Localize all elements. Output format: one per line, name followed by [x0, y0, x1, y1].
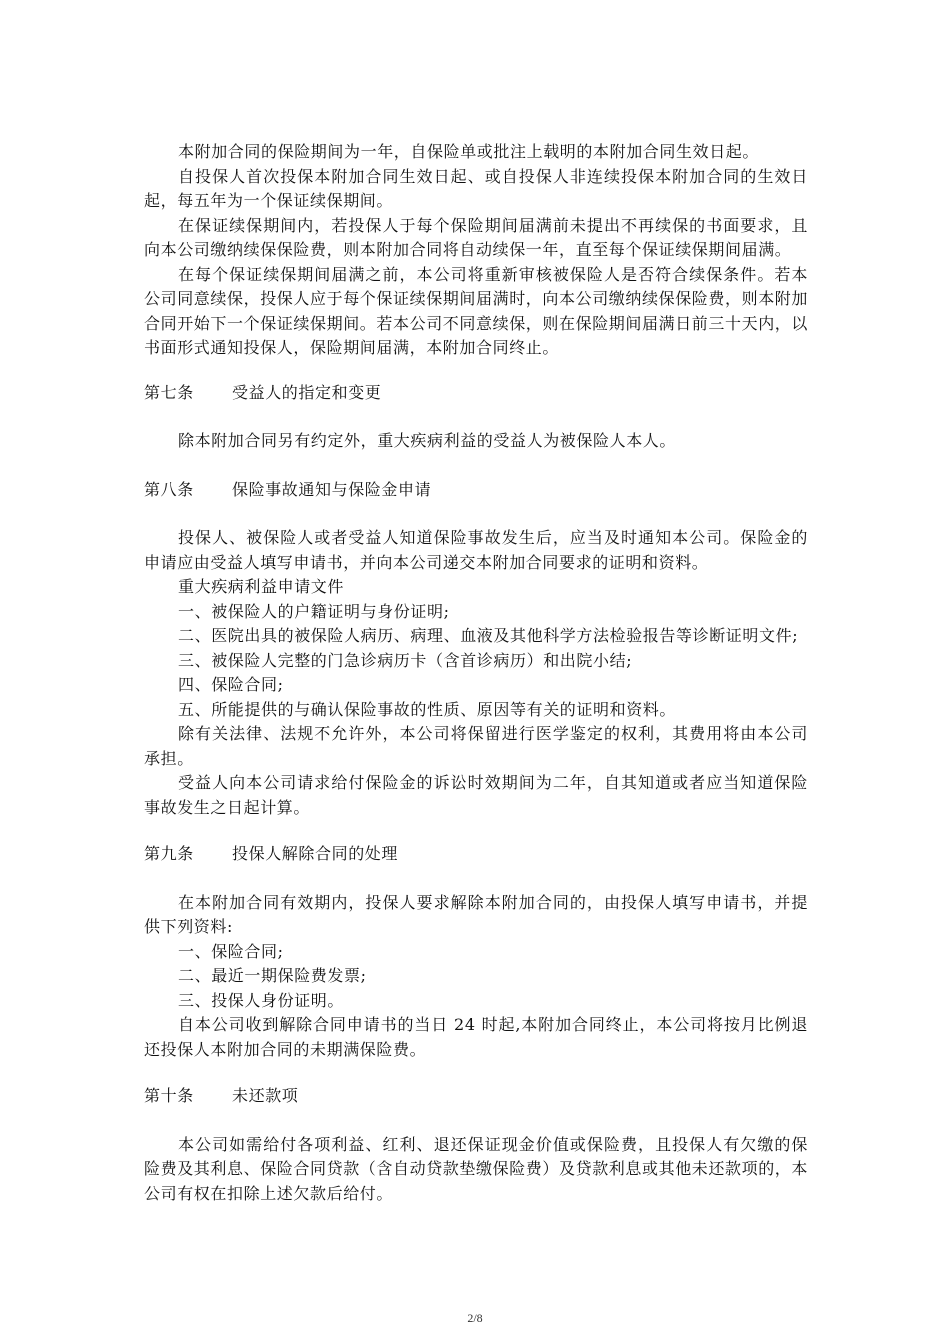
article-title: 受益人的指定和变更 [232, 382, 382, 402]
list-item: 二、医院出具的被保险人病历、病理、血液及其他科学方法检验报告等诊断证明文件; [178, 626, 799, 645]
list-item: 三、被保险人完整的门急诊病历卡（含首诊病历）和出院小结; [178, 650, 633, 670]
document-body [144, 140, 808, 1206]
paragraph: 在本附加合同有效期内，投保人要求解除本附加合同的，由投保人填写申请书，并提供下列资料: [144, 892, 808, 936]
paragraph: 在每个保证续保期间届满之前，本公司将重新审核被保险人是否符合续保条件。若本公司同意续保，投保人应于每个保证续保期间届满时，向本公司缴纳续保保险费，则本附加合同开始下一个保证续保期间。若本公司不同意续保，则在保险期间届满日前三十天内，以书面形式通知投保人，保险期间届满，本附加合同终止。 [144, 264, 809, 357]
article-number: 第九条 [144, 844, 194, 863]
list-item: 一、保险合同; [178, 941, 284, 961]
paragraph: 除本附加合同另有约定外，重大疾病利益的受益人为被保险人本人。 [178, 431, 677, 450]
article-title: 保险事故通知与保险金申请 [232, 479, 432, 499]
paragraph: 本公司如需给付各项利益、红利、退还保证现金价值或保险费，且投保人有欠缴的保险费及其利息、保险合同贷款（含自动贷款垫缴保险费）及贷款利息或其他未还款项的，本公司有权在扣除上述欠款后给付。 [144, 1134, 809, 1203]
list-item: 四、保险合同; [178, 675, 284, 694]
article-9-heading [144, 842, 808, 867]
paragraph: 重大疾病利益申请文件 [178, 577, 345, 596]
article-number: 第七条 [144, 382, 194, 402]
page-number: 2/8 [467, 1311, 483, 1325]
paragraph: 受益人向本公司请求给付保险金的诉讼时效期间为二年，自其知道或者应当知道保险事故发生之日起计算。 [144, 773, 808, 817]
article-title: 未还款项 [232, 1086, 299, 1105]
paragraph: 除有关法律、法规不允许外，本公司将保留进行医学鉴定的权利，其费用将由本公司承担。 [144, 724, 808, 768]
paragraph: 投保人、被保险人或者受益人知道保险事故发生后，应当及时通知本公司。保险金的申请应由受益人填写申请书，并向本公司递交本附加合同要求的证明和资料。 [144, 528, 808, 572]
article-10-heading [144, 1084, 808, 1109]
article-title: 投保人解除合同的处理 [232, 844, 399, 863]
list-item: 一、被保险人的户籍证明与身份证明; [178, 601, 450, 621]
article-7-heading [144, 381, 808, 406]
list-item: 二、最近一期保险费发票; [178, 966, 367, 985]
article-8-heading [144, 478, 808, 503]
paragraph: 自投保人首次投保本附加合同生效日起、或自投保人非连续投保本附加合同的生效日起，每五年为一个保证续保期间。 [144, 166, 808, 210]
list-item: 三、投保人身份证明。 [178, 990, 345, 1010]
paragraph: 本附加合同的保险期间为一年，自保险单或批注上载明的本附加合同生效日起。 [178, 142, 760, 161]
list-item: 五、所能提供的与确认保险事故的性质、原因等有关的证明和资料。 [178, 699, 677, 719]
article-number: 第八条 [144, 479, 194, 499]
paragraph: 在保证续保期间内，若投保人于每个保险期间届满前未提出不再续保的书面要求，且向本公司缴纳续保保险费，则本附加合同将自动续保一年，直至每个保证续保期间届满。 [144, 215, 808, 259]
article-number: 第十条 [144, 1086, 194, 1105]
paragraph: 自本公司收到解除合同申请书的当日 24 时起,本附加合同终止，本公司将按月比例退还投保人本附加合同的未期满保险费。 [144, 1015, 808, 1059]
